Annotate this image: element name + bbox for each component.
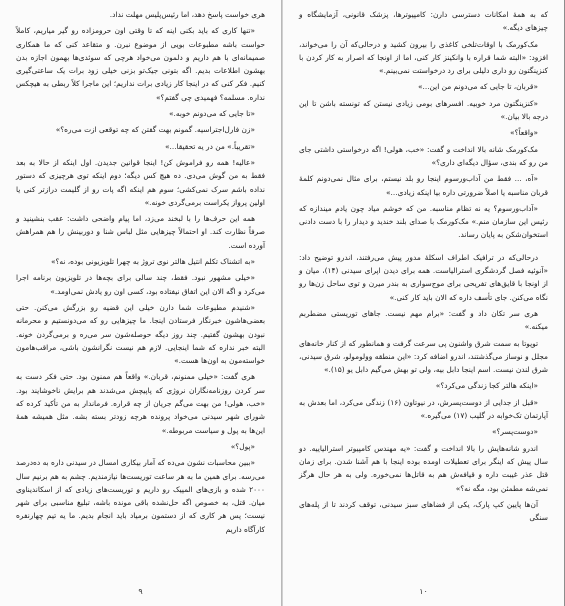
paragraph: «عالیه! همه رو فراموش کن! اینجا قوانین جدیدن. اول اینکه از حالا به بعد فقط به من گوش می‌دی. ده هیچ کس دیگه؛ دوم اینکه توی هرچیزی که دستور نداده باشم سرک نمی‌کشی؛ سوم هم اینکه اگه پات رو از گلیمت درازتر کنی یا اولین پرواز یکراست برمی‌گردی خونه.»	[16, 157, 265, 207]
right-page-text	[299, 8, 548, 527]
paragraph: «قربان، تا جایی که می‌دونم من این...»	[417, 82, 538, 92]
paragraph: «زن فارل‌اجتراسیه. گمونم بهت گفتن که چه توقعی ازت می‌ره؟»	[55, 125, 255, 135]
paragraph: «پول؟»	[230, 441, 255, 451]
paragraph: «خیلی مشهور نبود. فقط، چند سالی برای بچه‌ها در تلویزیون برنامه اجرا می‌کرد و اگه الان این اتفاق نیفتاده بود، کسی اون رو یادش نمی‌اومد.»	[16, 273, 265, 296]
paragraph: درحالی‌که در ترافیک اطراف اسکلهٔ مدور پیش می‌رفتند، اندرو توضیح داد: «آنوئیه فصل گردشگری استرالیاست. همه برای دیدن اپرای سیدنی (۱۴)، میان و از اونجا با قایق‌های تفریحی برای موج‌سواری به بندر میرن و توی ساحل زن‌ها رو نگاه می‌کنن. جای تأسف داره که الان باید کار کنی.»	[299, 252, 548, 302]
paragraph: «تا جایی که می‌دونم خوبه.»	[169, 109, 255, 119]
paragraph: هری سر تکان داد و گفت: «برام مهم نیست. جاهای توریستی مضطربم میکنه.»	[299, 308, 548, 332]
paragraph: «ببین محاسبات نشون می‌ده که آمار بیکاری امسال در سیدنی داره به ده‌درصد می‌رسه. برای همین ما به هر ساعت توریست‌ها نیازمندیم. چشم به هم برنیم سال ۲۰۰۰ شده و بازی‌های المپیک رو داریم و توریست‌های زیادی که از اسکاندیناوی میان. قتل، به خصوص اگه حل‌نشده باقی مونده باشه، تبلیغ مناسبی برای شهر نیست؛ پس هر کاری که از دستمون برمیاد باید انجام بدیم. ما یه تیم چهارنفره کارآگاه داریم	[16, 458, 265, 534]
paragraph: آن‌ها پایین کپ پارک، یکی از فضاهای سبز سیدنی، توقف کردند تا از پله‌های سنگی	[299, 499, 548, 523]
paragraph: «اینکه هالتر کجا زندگی می‌کرد؟»	[435, 381, 538, 391]
paragraph: «قبل از جدایی از دوست‌پسرش، در نیوتاون (۱۶) زندگی می‌کرد، اما بعدش به آپارتمان تک‌خوابه در گلیب (۱۷) می‌گیره.»	[299, 397, 548, 421]
right-page	[282, 0, 564, 606]
left-page	[0, 0, 282, 606]
paragraph: «تنها کاری که باید بکنی اینه که تا وقتی اون حرومزاده رو گیر میاریم، کاملاً حواست باشه مطبوعات بویی از موضوع نبرن. و متقاعد کنی که ما همکاری صمیمانه‌ای با هم داریم و دلمون می‌خواد هرچی که سوئدی‌ها بهمون اجازه بدن بهشون اطلاعات بدیم. اگه بتونی جیک‌تو بزنی خیلی زود برات یک ساعتی‌گیری کنیم. فکر کنی که در اینجا کار زیادی برات نداریم؛ این ماجرا کلاً ربطی به هیچکس نداره. مسلمه؟ فهمیدی چی گفتم؟»	[16, 26, 265, 102]
paragraph: هری خواست پاسخ دهد، اما رئیس‌پلیس مهلت نداد.	[109, 10, 265, 19]
paragraph: «واقعاً؟»	[510, 128, 538, 138]
paragraph: «آه، ... فقط من آداب‌ورسوم اینجا رو بلد نیستم، برای مثال نمی‌دونم کلمهٔ قربان مناسبه یا اصلاً ضرورتی داره بیا اینکه زیادی...»	[299, 174, 548, 197]
paragraph: اندرو شانه‌هایش را بالا انداخت و گفت: «یه مهندس کامپیوتر استرالیاییه. دو سال پیش که اینگر برای تعطیلات اومده بوده اینجا با هم آشنا شدن. برای زمان قتل عذر غیبت داره و قیافه‌ش هم به قاتل‌ها نمی‌خوره. ولی به هر حال هرگز نمی‌شه مطمئن بود، مگه نه؟»	[299, 443, 548, 493]
paragraph: «شنیدم مطبوعات شما دارن خیلی این قضیه رو بزرگش می‌کنن. حتی بعضی‌هاشون خبرنگار فرستادن اینجا. ما چیزهایی رو که می‌دونستیم و محرمانه نبودن بهشون گفتیم. چند روز دیگه حوصله‌شون سر می‌ره و برمی‌گردن خونه. البته خبر نداره که شما اینجایی. لازم هم نیست نگرانشون باشی، مراقب‌هامون خواسته‌مون به اون‌ها هست.»	[16, 302, 265, 366]
paragraph: «تقریباً.» من در یه تحقیقا...»	[164, 141, 255, 151]
paragraph: که به همهٔ امکانات دسترسی دارن: کامپیوترها، پزشک قانونی، آزمایشگاه و چیزهای دیگه.»	[299, 10, 548, 33]
paragraph: «دوست‌پسر؟»	[491, 427, 538, 437]
paragraph: «آداب‌ورسوم؟ یه نه تظام مناسبه. من که خوشم میاد چون یادم میندازه که رئیس این سازمان منم.» مک‌کورمک با صدای بلند خندید و دیدار را با دست دادنی استخوان‌شکن به پایان رساند.	[299, 203, 548, 240]
paragraph: توپوتا به سمت شرق واشنون پی سرعت گرفت و همانطور که از کنار خانه‌های مجلل و نوساز می‌گذشتند، اندرو اضافه کرد: «این منطقه وولومولو، شرق سیدنی، شرق لندن نیست. اسم اینجا دابل بیه، ولی تو بهش می‌گیم دابل یو (۱۵).»	[299, 338, 548, 375]
paragraph: مک‌کورمک با اوقات‌تلخی کاغذی را بیرون کشید و درحالی‌که آن را می‌خواند، افزود: «البته شما قراره با وانکینز کار کنی، اما از اونجا که اصرار به کار کردن با کنزینگتون رو داری دلیلی برای رد درخواستت نمی‌بینم.»	[299, 39, 548, 76]
paragraph: همه این حرف‌ها را با لبخند می‌زد، اما پیام واضحی داشت: عقب بنشینید و صرفاً نظارت کند. او احتمالاً چیزهایی مثل لباس شنا و دوربینش را هم همراهش آورده است.	[16, 214, 265, 250]
page-number: ۱۰	[419, 587, 428, 596]
paragraph: «کنزینگتون مرد خوبیه. افسرهای بومی زیادی نیستن که تونسته باشن تا این درجه بالا بیان.»	[299, 98, 548, 122]
paragraph: هری گفت: «خیلی ممنونم، قربان.» واقعاً هم ممنون بود. حتی فکر دست به سر کردن روزنامه‌نگاران نروژی که پاپیچش می‌شدند هم برایش ناخوشایند بود. «خب، هولی! من بهت می‌گم جریان از چه قراره. فرماندار به من تأکید کرده که شورای شهر سیدنی می‌خواد پرونده هرچه زودتر بسته بشه. مثل همیشه همهٔ این‌ها به پول و سیاست مربوطه.»	[16, 372, 265, 435]
page-number: ۹	[138, 587, 143, 596]
paragraph: «به اتشناک تکلم انتیل هالتر نوی تروژ به چهرا تلویزیونی بوده، نه؟»	[50, 257, 255, 267]
paragraph: مک‌کورمک شانه بالا انداخت و گفت: «خب، هولی! اگه درخواستی داشتی جای من رو که بندی، سؤال دیگه‌ای داری؟»	[299, 144, 548, 167]
left-page-text	[16, 8, 265, 539]
